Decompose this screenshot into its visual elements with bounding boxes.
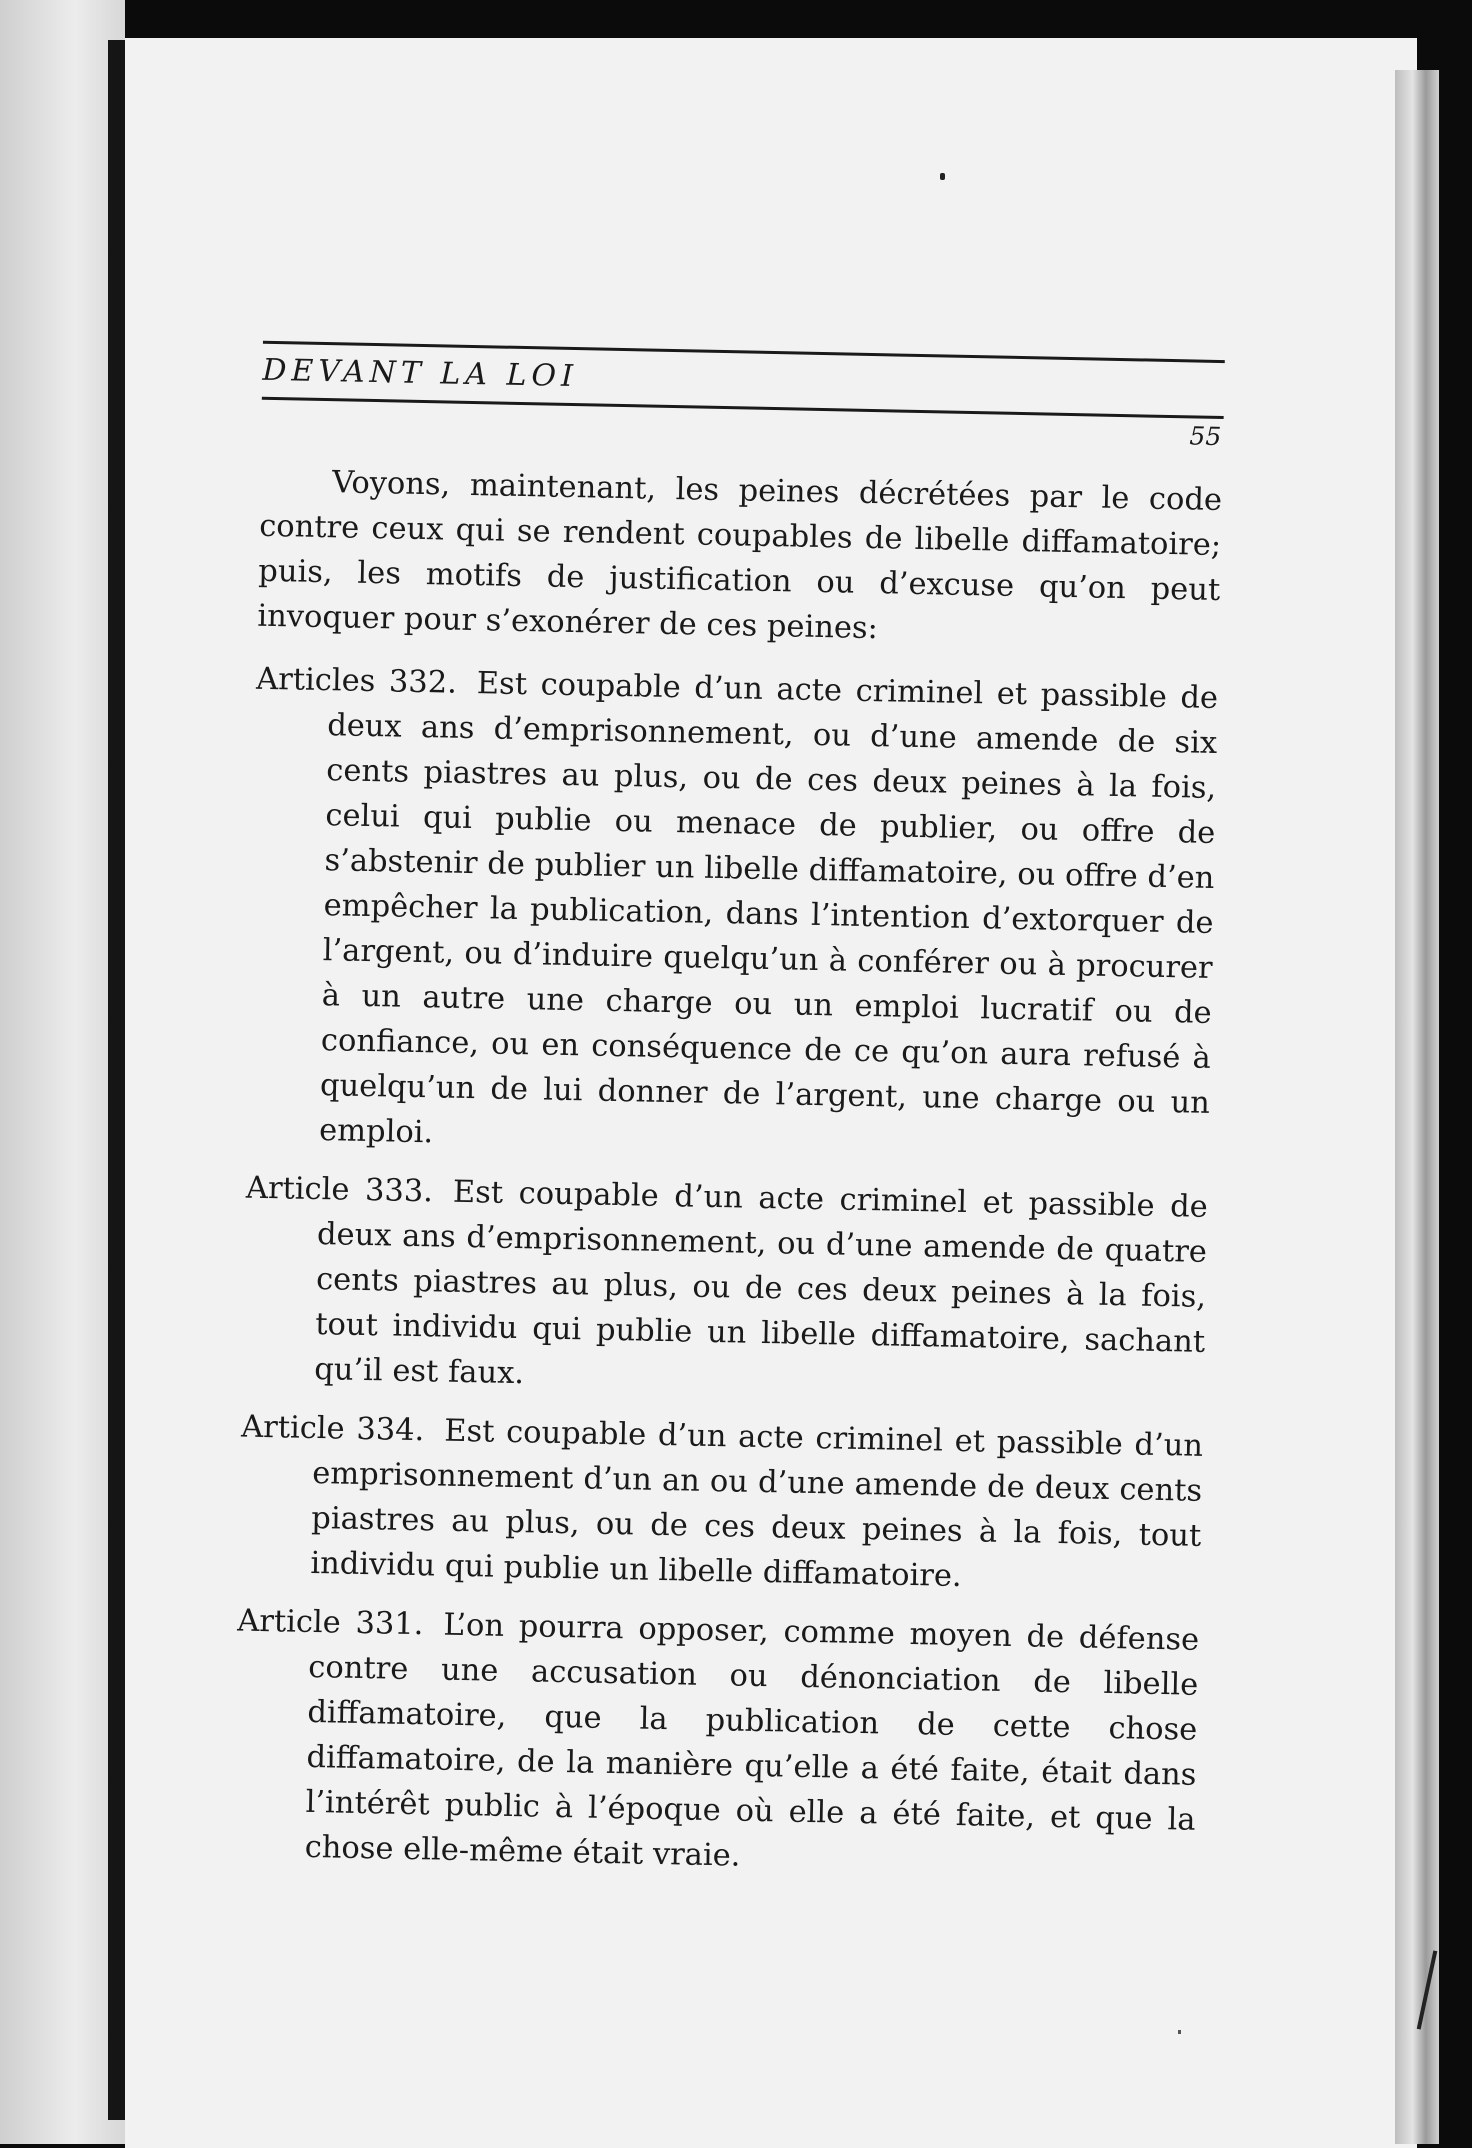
article-text: Est coupable d’un acte criminel et passible de deux ans d’emprisonnement, ou d’une amende de six cents piastres au plus, ou de ces deux peines à la fois, celui qui publie ou menace de publier, ou offre de s’abstenir de publier un libelle diffamatoire, ou offre d’en empêcher la publication, dans l’intention d’extorquer de l’argent, ou d’induire quelqu’un à conférer ou à procurer à un autre une charge ou un emploi lucratif ou de confiance, ou en conséquence de ce qu’on aura refusé à quelqu’un de lui donner de l’argent, une charge ou un emploi. [318, 666, 1219, 1151]
article-label: Articles 332. [255, 661, 458, 701]
article-label: Article 334. [240, 1409, 425, 1449]
article-332 [247, 657, 1219, 1171]
article-label: Article 333. [245, 1170, 434, 1210]
article-label: Article 331. [236, 1603, 424, 1643]
body-text [232, 459, 1222, 1902]
article-331 [232, 1599, 1199, 1888]
article-text: Est coupable d’un acte criminel et passible de deux ans d’emprisonnement, ou d’une amende de quatre cents piastres au plus, ou de ces deux peines à la fois, tout individu qui publie un libelle diffamatoire, sachant qu’il est faux. [314, 1174, 1209, 1392]
speck [1178, 2030, 1181, 2034]
article-text: L’on pourra opposer, comme moyen de défense contre une accusation ou dénonciation de libelle diffamatoire, que la publication de cette chose diffamatoire, de la manière qu’elle a été faite, était dans l’intérêt public à l’époque où elle a été faite, et que la chose elle-même était vraie. [304, 1607, 1200, 1874]
running-title: DEVANT LA LOI [262, 352, 579, 395]
page-number: 55 [1189, 421, 1222, 452]
page-content [192, 340, 1224, 1980]
left-page-edge [0, 0, 125, 2144]
speck [940, 173, 945, 180]
page-stack-edge [1395, 70, 1439, 2144]
header-rule-bottom [262, 397, 1224, 419]
article-text: Est coupable d’un acte criminel et passible d’un emprisonnement d’un an ou d’une amende de deux cents piastres au plus, ou de ces deux peines à la fois, tout individu qui publie un libelle diffamatoire. [310, 1413, 1204, 1595]
article-334 [238, 1405, 1203, 1604]
article-333 [242, 1166, 1208, 1410]
intro-paragraph: Voyons, maintenant, les peines décrétées par le code contre ceux qui se rendent coupables de libelle diffamatoire; puis, les motifs de justification ou d’excuse qu’on peut invoquer pour s’exonérer de ces peines: [257, 465, 1223, 647]
